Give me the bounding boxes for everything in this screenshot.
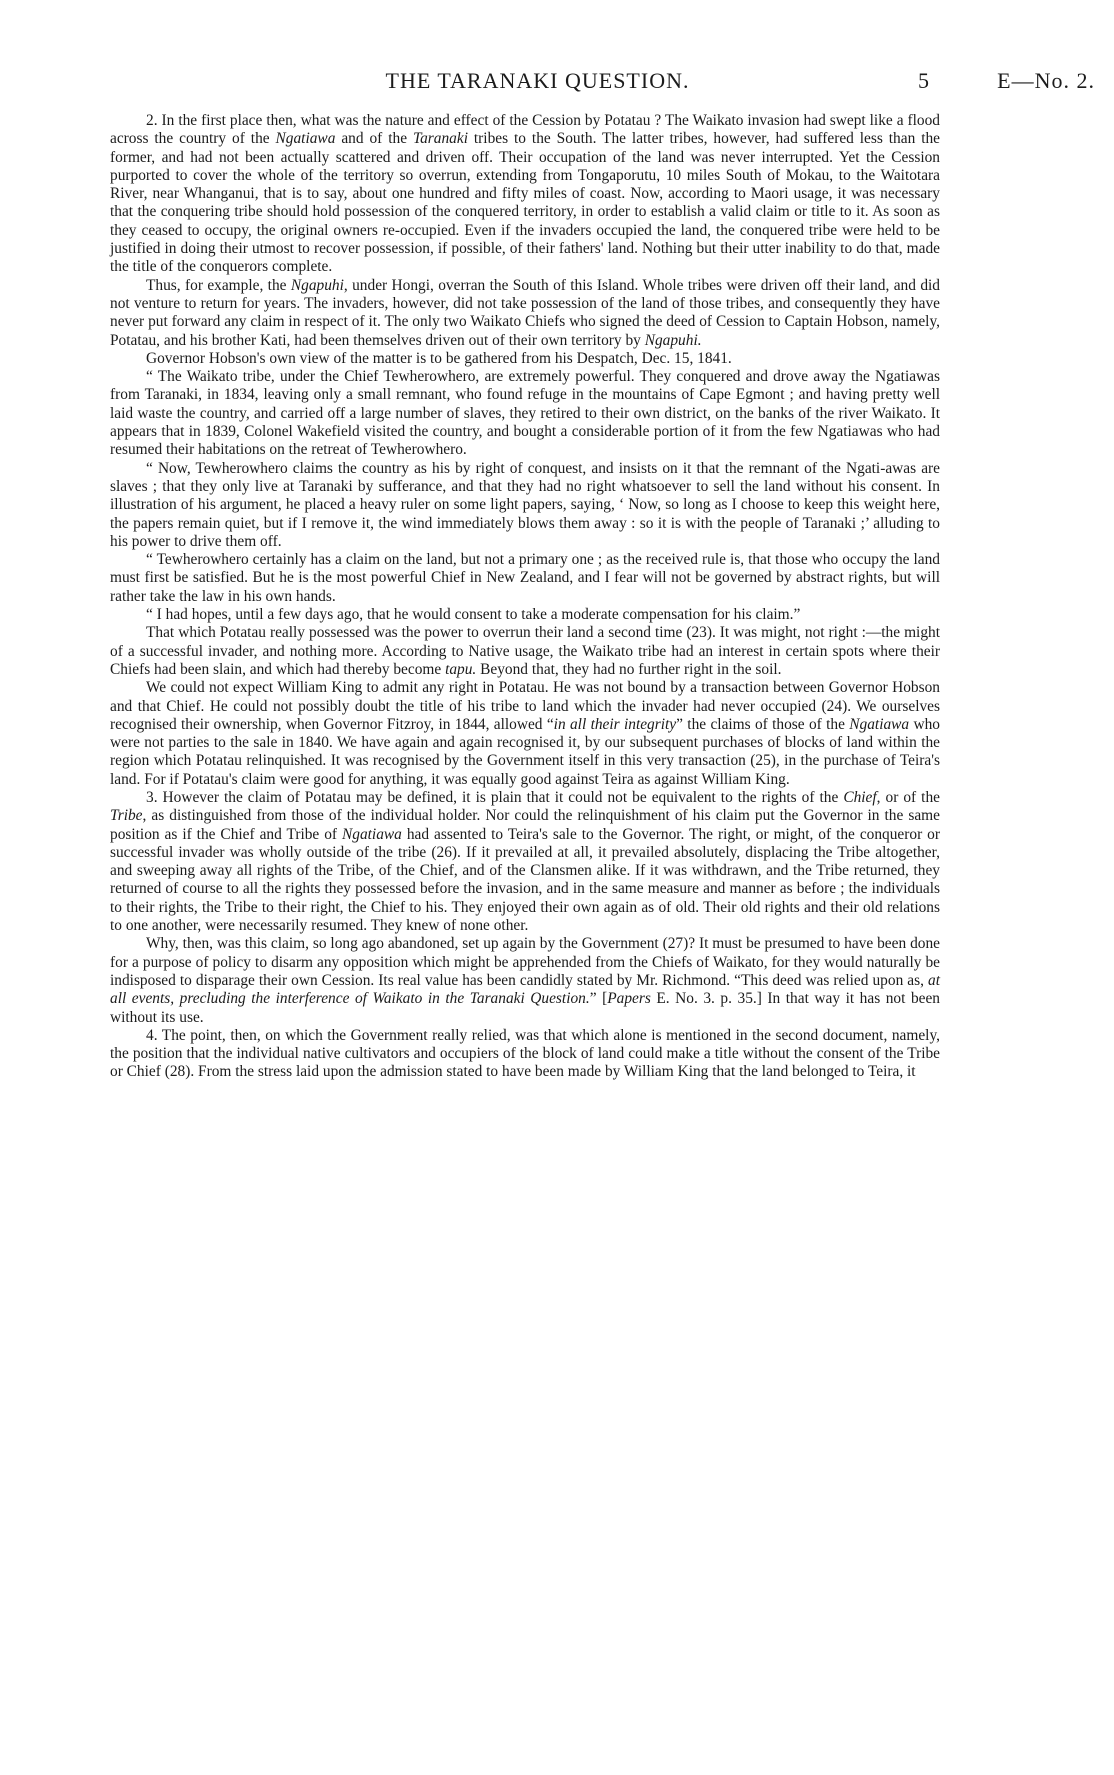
paper-series-number: E—No. 2. bbox=[997, 68, 1095, 93]
text-run: ” the claims of those of the bbox=[676, 715, 850, 733]
text-run: 4. The point, then, on which the Government really relied, was that which alone is mentioned in the second document, namely, the position that the individual native cultivators and occupiers of the block of land could make a title without the consent of the Tribe or Chief (28). From the stress laid upon the admission stated to have been made by William King that the land belonged to Teira, it bbox=[110, 1026, 940, 1081]
paragraph bbox=[110, 277, 940, 350]
italic-text: Tribe bbox=[110, 807, 143, 825]
page-header bbox=[110, 68, 1095, 98]
italic-text: Taranaki bbox=[412, 130, 468, 148]
text-run: Thus, for example, the bbox=[146, 276, 291, 294]
text-run: Beyond that, they had no further right in the soil. bbox=[476, 660, 782, 678]
text-run: Why, then, was this claim, so long ago abandoned, set up again by the Government (27)? It must be presumed to have been done for a purpose of policy to disarm any opposition which might be apprehended from the Chiefs of Waikato, for they would naturally be indisposed to disparage their own Cession. Its real value has been candidly stated by Mr. Richmond. “This deed was relied upon as, bbox=[110, 935, 940, 989]
paragraph bbox=[110, 624, 940, 679]
text-run: We could not expect William King to admit any right in Potatau. He was not bound by a transaction between Governor Hobson and that Chief. He could not possibly doubt the title of his tribe to land which the invader had never occupied (24). We ourselves recognised their ownership, when Governor Fitzroy, in 1844, allowed “ bbox=[110, 679, 940, 733]
paragraph bbox=[110, 551, 940, 606]
text-run: had assented to Teira's sale to the Governor. The right, or might, of the conqueror or successful invader was wholly outside of the tribe (26). If it prevailed at all, it prevailed absolutely, displacing the Tribe altogether, and sweeping away all rights of the Tribe, of the Chief, and of the Clansmen alike. If it was withdrawn, and the Tribe returned, they returned of course to all the rights they possessed before the invasion, and in the same measure and manner as before ; the individuals to their rights, the Tribe to their right, the Chief to his. They enjoyed their own again as of old. Their old rights and their old relations to one another, were necessarily resumed. They knew of none other. bbox=[110, 825, 940, 935]
paragraph bbox=[110, 789, 940, 935]
text-run: , under Hongi, overran the South of this Island. Whole tribes were driven off their land, and did not venture to return for years. The invaders, however, did not take possession of the land of those tribes, and consequently they have never put forward any claim in respect of it. The only two Waikato Chiefs who signed the deed of Cession to Captain Hobson, namely, Potatau, and his brother Kati, had been themselves driven out of their own territory by bbox=[110, 276, 940, 349]
text-run: “ Now, Tewherowhero claims the country as his by right of conquest, and insists on it that the remnant of the Ngati-awas are slaves ; that they only live at Taranaki by sufferance, and that they had no right whatsoever to sell the land without his consent. In illustration of his argument, he placed a heavy ruler on some light papers, saying, ‘ Now, so long as I choose to keep this weight here, the papers remain quiet, but if I remove it, the wind immediately blows them away : so it is with the people of Taranaki ;’ alluding to his power to drive them off. bbox=[110, 459, 940, 550]
italic-text: Ngapuhi. bbox=[644, 331, 702, 349]
text-run: and of the bbox=[335, 130, 413, 148]
text-run: , as distinguished from those of the individual holder. Nor could the relinquishment of his claim put the Governor in the same position as if the Chief and Tribe of bbox=[110, 807, 940, 843]
italic-text: tapu. bbox=[445, 660, 477, 678]
text-run: who were not parties to the sale in 1840. We have again and again recognised it, by our subsequent purchases of blocks of land within the region which Potatau relinquished. It was recognised by the Government itself in this very transaction (25), in the purchase of Teira's land. For if Potatau's claim were good for anything, it was equally good against Teira as against William King. bbox=[110, 715, 940, 788]
text-run: 2. In the first place then, what was the nature and effect of the Cession by Potatau ? The Waikato invasion had swept like a flood across the country of the bbox=[110, 112, 940, 148]
page-number: 5 bbox=[918, 68, 930, 93]
italic-text: Papers bbox=[607, 990, 651, 1008]
document-page bbox=[110, 68, 1095, 1082]
paragraph bbox=[110, 606, 940, 624]
paragraph bbox=[110, 350, 940, 368]
text-run: tribes to the South. The latter tribes, however, had suffered less than the former, and had not been actually scattered and driven off. Their occupation of the land was never interrupted. Yet the Cession purported to cover the whole of the territory so overrun, extending from Tongaporutu, 10 miles South of Mokau, to the Waitotara River, near Whanganui, that is to say, about one hundred and fifty miles of coast. Now, according to Maori usage, it was necessary that the conquering tribe should hold possession of the conquered territory, in order to establish a valid claim or title to it. As soon as they ceased to occupy, the original owners re-occupied. Even if the invaders occupied the land, the conquered tribe were held to be justified in doing their utmost to recover possession, if possible, of their fathers' land. Nothing but their utter inability to do that, made the title of the conquerors complete. bbox=[110, 130, 940, 276]
italic-text: at all events, precluding the interference of Waikato in the Taranaki Question. bbox=[110, 971, 940, 1008]
running-title: THE TARANAKI QUESTION. bbox=[385, 68, 690, 93]
text-run: , or of the bbox=[876, 788, 940, 806]
text-run: ” [ bbox=[589, 990, 608, 1008]
paragraph bbox=[110, 112, 940, 277]
italic-text: in all their integrity bbox=[553, 715, 677, 733]
text-run: 3. However the claim of Potatau may be defined, it is plain that it could not be equivalent to the rights of the bbox=[146, 788, 844, 806]
italic-text: Chief bbox=[843, 788, 877, 806]
italic-text: Ngatiawa bbox=[342, 825, 402, 843]
paragraph bbox=[110, 460, 940, 551]
paragraph bbox=[110, 1027, 940, 1082]
paragraph bbox=[110, 679, 940, 789]
text-run: “ Tewherowhero certainly has a claim on the land, but not a primary one ; as the received rule is, that those who occupy the land must first be satisfied. But he is the most powerful Chief in New Zealand, and I fear will not be governed by abstract rights, but will rather take the law in his own hands. bbox=[110, 551, 940, 605]
text-run: Governor Hobson's own view of the matter is to be gathered from his Despatch, Dec. 15, 1841. bbox=[146, 349, 732, 367]
text-run: E. No. 3. p. 35.] In that way it has not been without its use. bbox=[110, 990, 940, 1026]
italic-text: Ngatiawa bbox=[275, 130, 336, 148]
body-text bbox=[110, 112, 940, 1082]
italic-text: Ngatiawa bbox=[849, 715, 910, 733]
text-run: “ I had hopes, until a few days ago, that he would consent to take a moderate compensation for his claim.” bbox=[146, 606, 801, 624]
text-run: That which Potatau really possessed was the power to overrun their land a second time (23). It was might, not right :—the might of a successful invader, and nothing more. According to Native usage, the Waikato tribe had an interest in certain spots where their Chiefs had been slain, and which had thereby become bbox=[110, 624, 940, 678]
paragraph bbox=[110, 935, 940, 1026]
italic-text: Ngapuhi bbox=[290, 276, 344, 294]
paragraph bbox=[110, 368, 940, 459]
text-run: “ The Waikato tribe, under the Chief Tewherowhero, are extremely powerful. They conquered and drove away the Ngatiawas from Taranaki, in 1834, leaving only a small remnant, who found refuge in the mountains of Cape Egmont ; and having pretty well laid waste the country, and carried off a large number of slaves, they retired to their own district, on the banks of the river Waikato. It appears that in 1839, Colonel Wakefield visited the country, and bought a considerable portion of it from the few Ngatiawas who had resumed their habitations on the retreat of Tewherowhero. bbox=[110, 368, 940, 459]
